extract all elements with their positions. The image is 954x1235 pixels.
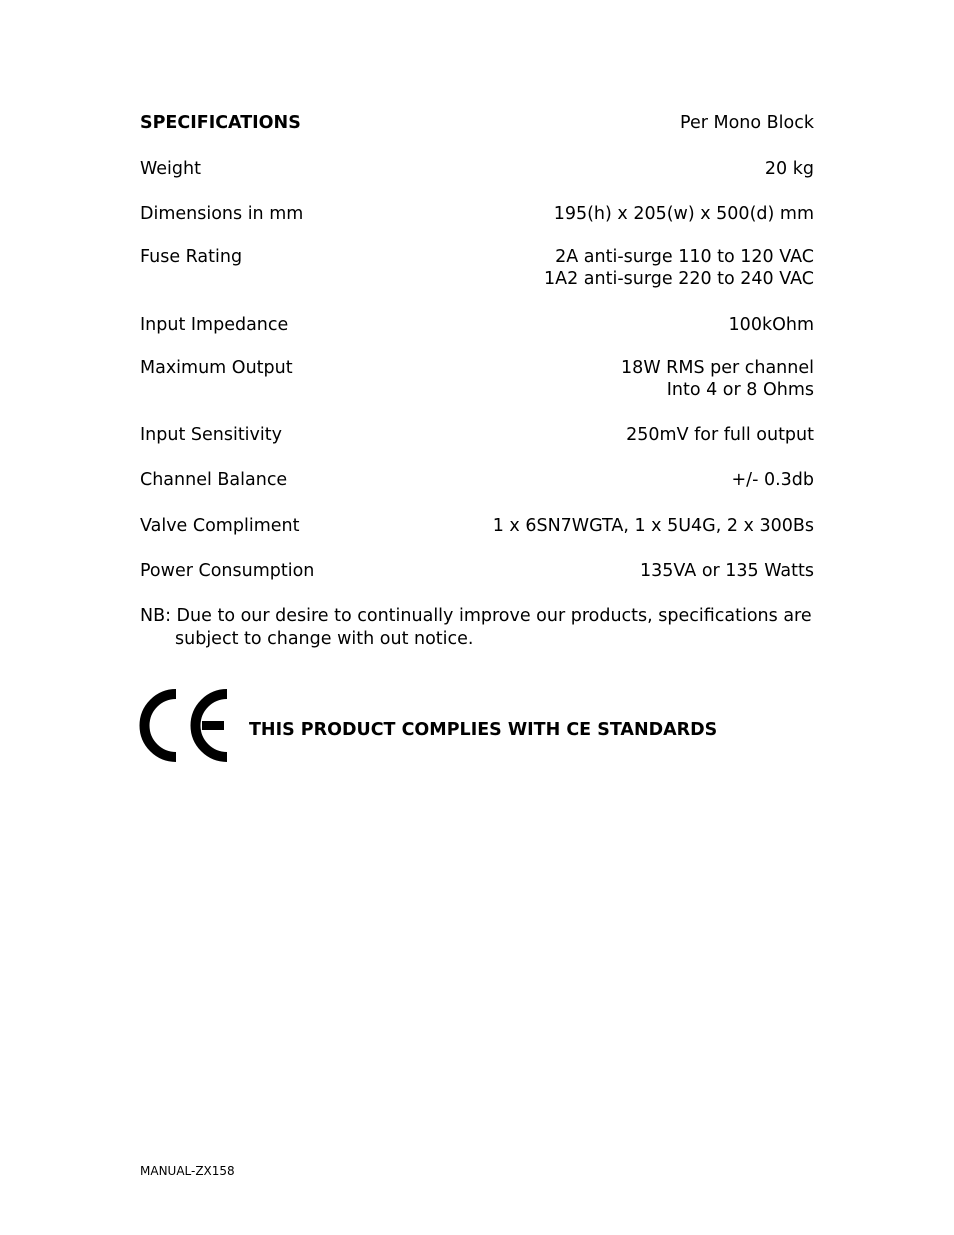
spec-value xyxy=(621,357,814,401)
spec-value xyxy=(640,560,814,582)
spec-label: Dimensions in mm xyxy=(140,204,304,224)
spec-value-line: 250mV for full output xyxy=(626,425,814,445)
spec-value xyxy=(554,203,814,225)
disclaimer-note xyxy=(140,605,814,651)
spec-value-line: 2A anti-surge 110 to 120 VAC xyxy=(555,247,814,267)
disclaimer-line: subject to change with out notice. xyxy=(175,629,474,649)
spec-value-line: 18W RMS per channel xyxy=(621,358,814,378)
spec-row-dimensions xyxy=(140,203,814,225)
spec-row-valve-compliment xyxy=(140,515,814,537)
spec-label: Fuse Rating xyxy=(140,247,243,267)
spec-value xyxy=(732,469,814,491)
spec-value xyxy=(544,246,814,290)
spec-value xyxy=(729,314,814,336)
spec-row-input-sensitivity xyxy=(140,424,814,446)
spec-value-line: 1A2 anti-surge 220 to 240 VAC xyxy=(544,269,814,289)
spec-label: Power Consumption xyxy=(140,561,315,581)
spec-label: Valve Compliment xyxy=(140,516,300,536)
spec-header xyxy=(140,112,814,134)
spec-value-line: Into 4 or 8 Ohms xyxy=(666,380,814,400)
spec-value xyxy=(493,515,814,537)
spec-label: Input Sensitivity xyxy=(140,425,282,445)
spec-value-line: 100kOhm xyxy=(728,315,814,335)
ce-compliance-statement: THIS PRODUCT COMPLIES WITH CE STANDARDS xyxy=(249,720,718,740)
spec-value-line: 1 x 6SN7WGTA, 1 x 5U4G, 2 x 300Bs xyxy=(492,516,814,536)
page-subtitle: Per Mono Block xyxy=(680,113,814,133)
spec-row-channel-balance xyxy=(140,469,814,491)
spec-value-line: 135VA or 135 Watts xyxy=(640,561,814,581)
spec-row-maximum-output xyxy=(140,357,814,401)
spec-value-line: 195(h) x 205(w) x 500(d) mm xyxy=(553,204,814,224)
spec-label: Input Impedance xyxy=(140,315,289,335)
document-code: MANUAL-ZX158 xyxy=(140,1164,235,1178)
spec-label: Weight xyxy=(140,159,201,179)
spec-row-input-impedance xyxy=(140,314,814,336)
spec-value xyxy=(626,424,814,446)
disclaimer-line: NB: Due to our desire to continually improve our products, specifications are xyxy=(140,606,812,626)
spec-label: Maximum Output xyxy=(140,358,293,378)
spec-value-line: 20 kg xyxy=(764,159,814,179)
page-title: SPECIFICATIONS xyxy=(140,113,301,133)
spec-row-fuse-rating xyxy=(140,246,814,290)
spec-label: Channel Balance xyxy=(140,470,288,490)
spec-value-line: +/- 0.3db xyxy=(731,470,814,490)
spec-value xyxy=(765,158,814,180)
spec-row-power-consumption xyxy=(140,560,814,582)
ce-mark-icon xyxy=(138,688,230,763)
spec-row-weight xyxy=(140,158,814,180)
